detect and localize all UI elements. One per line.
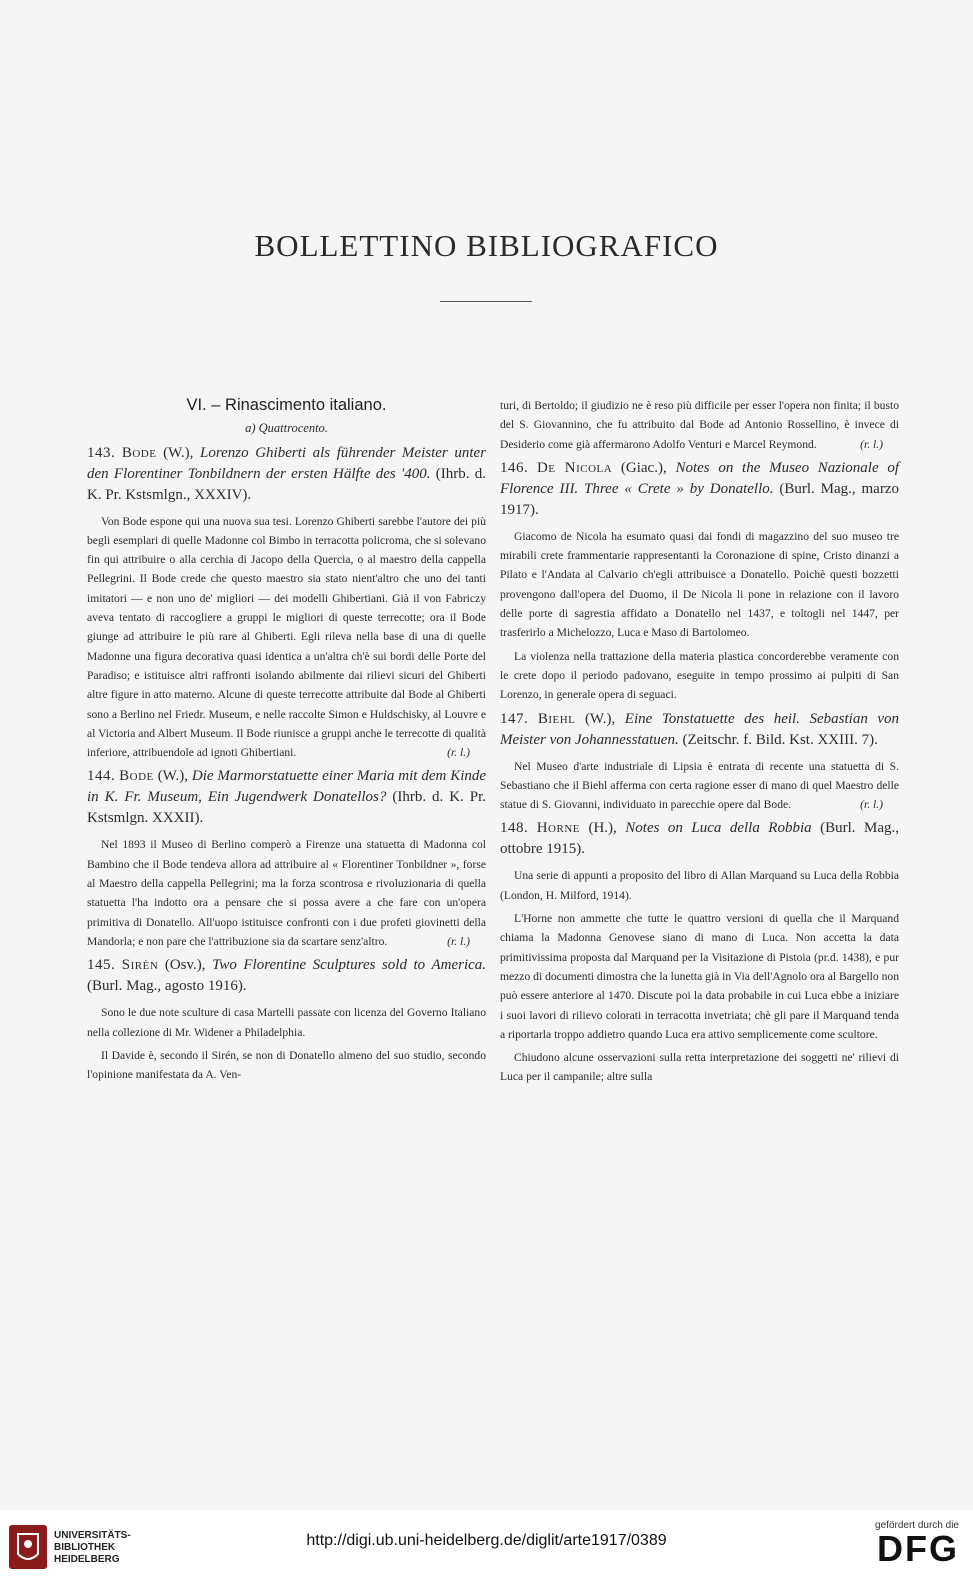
reviewer-initials: (r. l.) [860, 798, 883, 812]
entry-work-title: Lorenzo Ghiberti als führender Meister unter den Florentiner Tonbildnern der ersten Hälfte des '400. [87, 444, 487, 482]
reviewer-initials: (r. l.) [447, 746, 470, 760]
library-name-line: BIBLIOTHEK [54, 1542, 116, 1553]
entry-author: Bode [119, 768, 154, 785]
entry-143-heading [87, 443, 486, 506]
entry-number: 147. [500, 710, 529, 727]
section-heading: VI. – Rinascimento italiano. [186, 396, 387, 414]
library-name-line: UNIVERSITÄTS- [54, 1530, 131, 1541]
entry-148-text-final: Chiudono alcune osservazioni sulla retta interpretazione dei soggetti ne' rilievi di Luca per il campanile; altre sulla [500, 1051, 899, 1084]
reviewer-initials: (r. l.) [860, 437, 883, 451]
entry-source: (Burl. Mag., agosto 1916). [87, 978, 247, 995]
entry-number: 143. [87, 444, 116, 461]
entry-work-title: Two Florentine Sculptures sold to America. [212, 957, 487, 974]
entry-145-text-continued: Il Davide è, secondo il Sirén, se non di Donatello almeno del suo studio, secondo l'opinione manifestata da A. Ven- [87, 1048, 486, 1082]
entry-author: De Nicola [536, 459, 613, 476]
entry-number: 148. [500, 820, 529, 837]
entry-145-text: Sono le due note sculture di casa Martelli passate con licenza del Governo Italiano nella collezione di Mr. Widener a Philadelphia. [87, 1006, 486, 1039]
entry-147-heading [500, 709, 899, 751]
entry-148-text-continued: L'Horne non ammette che tutte le quattro versioni di quella che il Marquand chiama la Madonna Genovese siano di mano di Luca. Non accetta la data primitivissima proposta dal Marquand per la Visitazione di Pistoia (pr.d. 1438), e pur mezzo di documenti dimostra che la lunetta già in Via dell'Agnolo ora al Bargello non può essere anteriore al 1470. Discute poi la data probabile in cui Luca ebbe a iniziare i suoi lavori di rilievo colorati in terracotta invetriata; chè gli pare il Marquand tenda a riportarla troppo addietro quando Luca era attivo semplicemente come scultore. [500, 912, 899, 1041]
subsection-heading: a) Quattrocento. [245, 421, 328, 436]
entry-author-initial: (W.), [163, 444, 194, 461]
dfg-wordmark: DFG [877, 1528, 959, 1569]
reviewer-initials: (r. l.) [447, 934, 470, 948]
paragraph: Nel Museo d'arte industriale di Lipsia è entrata di recente una statuetta di S. Sebastiano che il Biehl afferma con certa ragione esser di mano di quel Maestro delle statue di S. Giovanni, individuato in parecchie opere dal Bode. [500, 759, 899, 812]
entry-146-heading [500, 458, 899, 521]
entry-source: (Ihrb. d. K. Pr. Kstsmlgn. XXXII). [87, 789, 487, 827]
entry-author: Bode [121, 444, 157, 461]
right-column [500, 396, 899, 1091]
entry-work-title: Die Marmorstatuette einer Maria mit dem Kinde in K. Fr. Museum, Ein Jugendwerk Donatellos? [87, 768, 487, 806]
entry-work-title: Notes on the Museo Nazionale of Florence III. Three « Crete » by Donatello. [500, 459, 899, 497]
entry-author-initial: (H.), [588, 820, 617, 837]
funded-by-label: gefördert durch die [875, 1520, 959, 1531]
entry-source: (Zeitschr. f. Bild. Kst. XXIII. 7). [682, 731, 878, 748]
entry-work-title: Notes on Luca della Robbia [625, 820, 812, 837]
entry-work-title: Eine Tonstatuette des heil. Sebastian von Meister von Johannesstatuen. [500, 710, 900, 748]
paragraph: Von Bode espone qui una nuova sua tesi. Lorenzo Ghiberti sarebbe l'autore dei più begli esemplari di quelle Madonne col Bimbo in terracotta policroma, che si solevano fin qui attribuire o alla cerchia di Jacopo della Quercia, o al maestro della cappella Pellegrini. Il Bode crede che questo maestro sia stato nient'altro che uno dei tanti imitatori — e non uno de' migliori — dei modelli Ghibertiani. Già il von Fabriczy aveva tentato di raccogliere a gruppi le migliori di queste terrecotte; ora il Bode giunge ad attribuire le più rare al Ghiberti. Egli rileva nella base di una di quelle Madonne una figura decorativa quasi identica a un'altra ch'è sui bordi delle Porte del Paradiso; e istituisce altri raffronti isolando abilmente dai rilievi sicuri del Ghiberti altre figure in atto materno. Alcune di queste terrecotte attribuite dal Bode al Ghiberti sono a Berlino nel Friedr. Museum, e nelle raccolte Simon e Huldschisky, al Louvre e al Victoria and Albert Museum. Il Bode riunisce a gruppi anche le terrecotte di qualità inferiore, attribuendole ad ignoti Ghibertiani. [87, 514, 486, 760]
entry-author-initial: (Giac.), [620, 459, 667, 476]
entry-144-text [87, 835, 486, 951]
footer-bar [0, 1510, 973, 1586]
dfg-logo[interactable] [859, 1520, 959, 1567]
entry-author: Biehl [537, 710, 576, 727]
paragraph: Nel 1893 il Museo di Berlino comperò a Firenze una statuetta di Madonna col Bambino che il Bode tendeva allora ad attribuire al « Florentiner Tonbildner », forse al Maestro della cappella Pellegrini; ma la forza scontrosa e rivoluzionaria di quella statuetta l'ha indotto ora a pensare che si possa avere a che fare con un'opera primitiva di Donatello. All'uopo istituisce confronti con i due profeti giovinetti della Mandorla; e non pare che l'attribuzione sia da scartare senz'altro. [87, 838, 486, 948]
entry-144-heading [87, 766, 486, 829]
entry-author: Horne [536, 820, 580, 837]
entry-author: Sirèn [121, 957, 159, 974]
paragraph: turi, di Bertoldo; il giudizio ne è reso più difficile per esser l'opera non finita; il busto del S. Giovannino, che fu attribuito dal Bode ad Antonio Rossellino, è invece di Desiderio come già affermarono Adolfo Venturi e Marcel Reymond. [500, 399, 899, 451]
entry-number: 144. [87, 768, 116, 785]
entry-147-text [500, 757, 899, 815]
entry-source: (Burl. Mag., marzo 1917). [500, 480, 899, 518]
entry-source: (Burl. Mag., ottobre 1915). [500, 820, 899, 858]
entry-143-text [87, 512, 486, 763]
entry-148-heading [500, 818, 899, 860]
page-title: BOLLETTINO BIBLIOGRAFICO [254, 228, 719, 263]
entry-145-heading [87, 955, 486, 997]
entry-146-text-continued: La violenza nella trattazione della materia plastica concorderebbe veramente con le crete dopo il periodo padovano, eseguite in tempo prossimo ai pulpiti di San Lorenzo, in generale opera di seguaci. [500, 649, 899, 702]
entry-148-text: Una serie di appunti a proposito del libro di Allan Marquand su Luca della Robbia (London, H. Milford, 1914). [500, 869, 899, 902]
continued-text [500, 396, 899, 454]
entry-number: 146. [500, 459, 529, 476]
entry-author-initial: (W.), [157, 768, 188, 785]
title-rule [440, 301, 532, 302]
entry-author-initial: (Osv.), [164, 957, 206, 974]
entry-author-initial: (W.), [584, 710, 616, 727]
permalink[interactable]: http://digi.ub.uni-heidelberg.de/diglit/arte1917/0389 [306, 1532, 667, 1549]
left-column [87, 396, 486, 1088]
entry-number: 145. [87, 957, 116, 974]
entry-source: (Ihrb. d. K. Pr. Kstsmlgn., XXXIV). [87, 465, 486, 503]
library-name-line: HEIDELBERG [54, 1554, 120, 1565]
entry-146-text: Giacomo de Nicola ha esumato quasi dai fondi di magazzino del suo museo tre mirabili crete frammentarie rappresentanti la Coronazione di spine, Cristo dinanzi a Pilato e l'Andata al Calvario ch'egli attribuisce a Donatello. Poichè questi bozzetti provengono dall'opera del Duomo, il De Nicola li pone in relazione con il lavoro delle porte di sagrestia affidato a Donatello nel 1437, e toltogli nel 1447, per trasferirlo a Michelozzo, Luca e Maso di Bartolomeo. [500, 529, 899, 640]
